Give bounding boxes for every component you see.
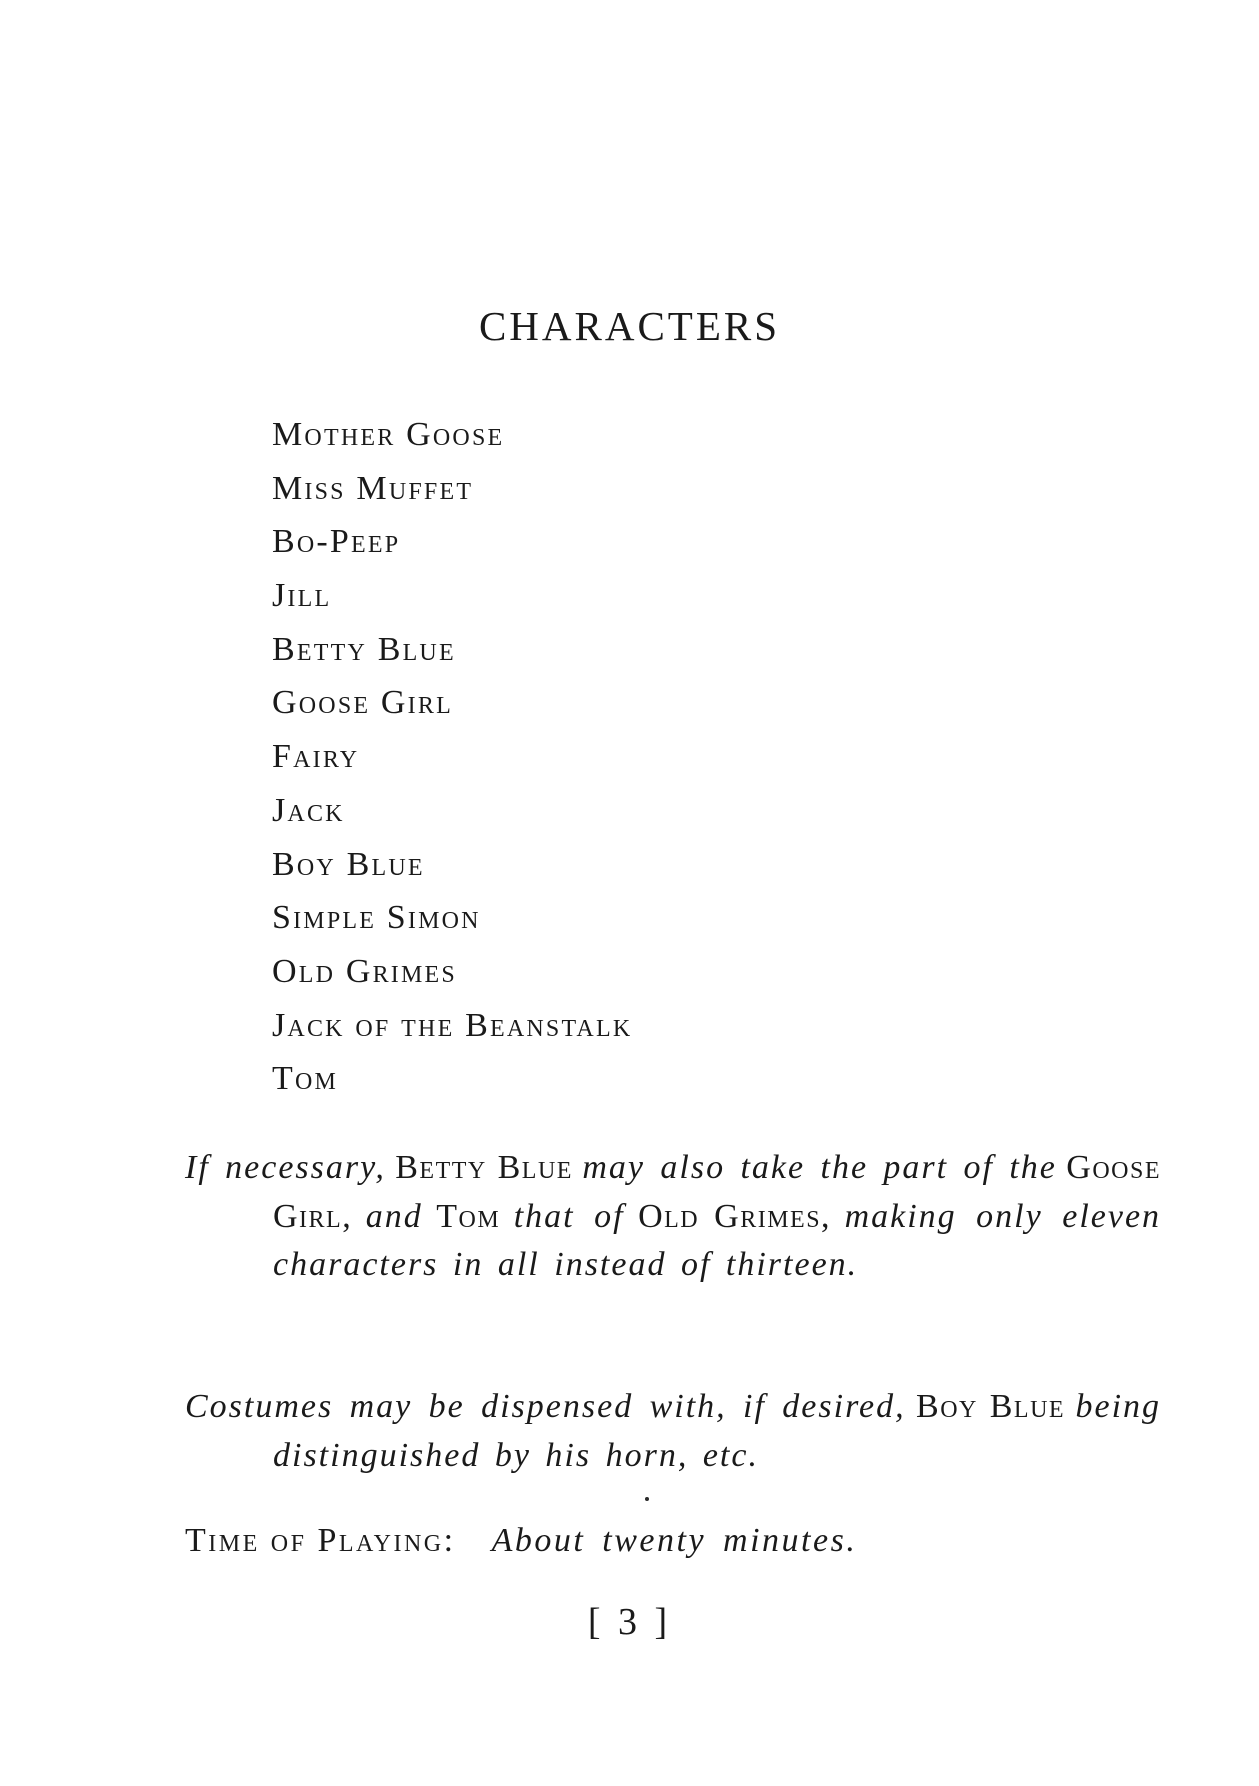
character-item: Jack of the Beanstalk <box>272 1006 633 1044</box>
playing-time <box>185 1522 857 1560</box>
playing-time-value: About twenty minutes. <box>491 1522 858 1559</box>
note-text: may also take the part of the <box>582 1149 1057 1186</box>
character-item: Jack <box>272 791 345 829</box>
character-item: Mother Goose <box>272 416 505 453</box>
page-title: CHARACTERS <box>478 303 781 349</box>
page-number: [ 3 ] <box>587 1601 672 1643</box>
character-item: Simple Simon <box>272 899 481 937</box>
character-item: Goose Girl <box>272 684 453 722</box>
character-name: Tom <box>436 1197 501 1235</box>
costume-note <box>185 1383 1161 1480</box>
note-text: making only eleven characters in all instead of thirteen. <box>273 1197 1162 1283</box>
character-item: Jill <box>272 577 332 615</box>
note-text: being distinguished by his horn, etc. <box>273 1388 1162 1474</box>
playing-time-label: Time of Playing: <box>185 1522 456 1559</box>
character-name: Betty Blue <box>395 1149 573 1186</box>
character-item: Old Grimes <box>272 952 457 990</box>
character-list <box>272 408 632 1106</box>
character-item: Miss Muffet <box>272 469 474 507</box>
note-text: Costumes may be dispensed with, if desired, <box>185 1388 906 1425</box>
doubling-note <box>185 1144 1161 1290</box>
character-name: Boy Blue <box>916 1388 1066 1425</box>
character-item: Betty Blue <box>272 630 456 668</box>
note-text: If necessary, <box>185 1149 386 1186</box>
character-item: Fairy <box>272 738 360 776</box>
note-text: and <box>365 1197 423 1235</box>
character-item: Bo-Peep <box>272 523 401 561</box>
character-name: Goose Girl, <box>273 1149 1162 1235</box>
stray-dot <box>645 1497 649 1501</box>
character-name: Old Grimes, <box>638 1197 832 1235</box>
character-item: Boy Blue <box>272 845 425 883</box>
character-item: Tom <box>272 1060 339 1098</box>
note-text: that of <box>513 1197 625 1235</box>
